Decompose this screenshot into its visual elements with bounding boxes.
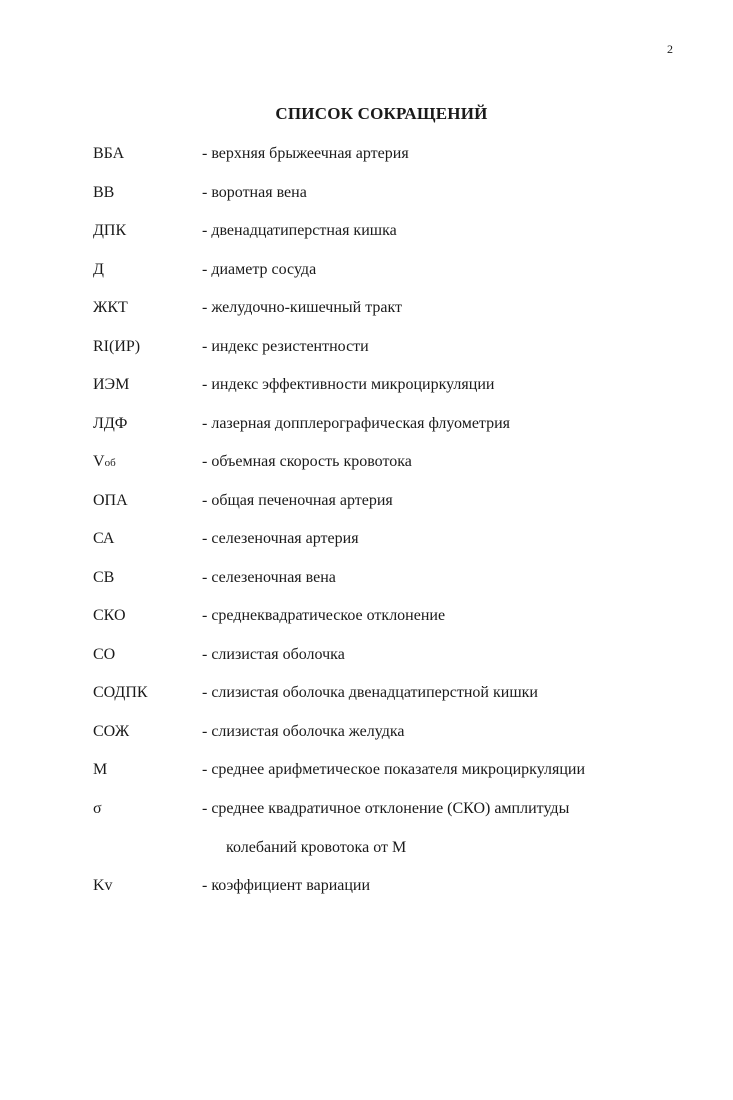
abbreviation: ВБА: [93, 145, 125, 162]
abbreviation-row: [0, 376, 733, 400]
definition: - лазерная допплерографическая флуометрия: [202, 415, 511, 432]
abbreviation-row: [0, 684, 733, 708]
abbreviation-row: [0, 646, 733, 670]
definition: - среднее арифметическое показателя микроциркуляции: [202, 761, 586, 778]
abbreviation-row: [0, 723, 733, 747]
definition: - индекс резистентности: [202, 338, 369, 355]
abbreviation: σ: [93, 800, 102, 817]
abbreviation: ИЭМ: [93, 376, 130, 393]
abbreviation: М: [93, 761, 108, 778]
abbreviation: Kv: [93, 877, 113, 894]
abbreviation: СВ: [93, 569, 115, 586]
abbreviation: Д: [93, 261, 104, 278]
definition: - объемная скорость кровотока: [202, 453, 412, 470]
abbreviation: ВВ: [93, 184, 115, 201]
abbreviation: СО: [93, 646, 116, 663]
abbreviation-row: [0, 877, 733, 901]
abbreviation-subscript: об: [104, 457, 116, 469]
abbreviation-row: [0, 569, 733, 593]
abbreviation-row: [0, 415, 733, 439]
abbreviation-row: [0, 299, 733, 323]
definition: - коэффициент вариации: [202, 877, 371, 894]
abbreviation-row: [0, 222, 733, 246]
definition: - диаметр сосуда: [202, 261, 317, 278]
definition: - индекс эффективности микроциркуляции: [202, 376, 495, 393]
definition: - двенадцатиперстная кишка: [202, 222, 397, 239]
abbreviation: ЛДФ: [93, 415, 128, 432]
abbreviation-row: [0, 761, 733, 785]
abbreviation-row: [0, 145, 733, 169]
abbreviation-row: [0, 492, 733, 516]
page-number: 2: [667, 42, 673, 56]
abbreviation-row: [0, 184, 733, 208]
abbreviation: ОПА: [93, 492, 128, 509]
abbreviation-main: V: [93, 453, 105, 470]
abbreviation: ДПК: [93, 222, 127, 239]
abbreviation: RI(ИР): [93, 338, 141, 355]
definition: - среднее квадратичное отклонение (СКО) амплитуды: [202, 800, 570, 817]
definition: - селезеночная вена: [202, 569, 336, 586]
page-title: СПИСОК СОКРАЩЕНИЙ: [275, 104, 488, 123]
definition: - желудочно-кишечный тракт: [202, 299, 403, 316]
abbreviation-row: [0, 607, 733, 631]
definition: - верхняя брыжеечная артерия: [202, 145, 409, 162]
definition-continuation-row: [0, 839, 733, 863]
abbreviation: СОДПК: [93, 684, 148, 701]
abbreviation: СКО: [93, 607, 126, 624]
abbreviation: СА: [93, 530, 115, 547]
definition-continuation: колебаний кровотока от М: [226, 839, 407, 856]
abbreviation: СОЖ: [93, 723, 130, 740]
definition: - воротная вена: [202, 184, 307, 201]
abbreviation-row: [0, 338, 733, 362]
definition: - слизистая оболочка двенадцатиперстной кишки: [202, 684, 538, 701]
abbreviation: ЖКТ: [93, 299, 128, 316]
abbreviation-row: [0, 261, 733, 285]
abbreviation-row: [0, 453, 733, 477]
definition: - среднеквадратическое отклонение: [202, 607, 446, 624]
abbreviation: [93, 453, 116, 471]
definition: - селезеночная артерия: [202, 530, 359, 547]
abbreviation-row: [0, 800, 733, 824]
definition: - слизистая оболочка желудка: [202, 723, 405, 740]
abbreviation-row: [0, 530, 733, 554]
definition: - слизистая оболочка: [202, 646, 345, 663]
definition: - общая печеночная артерия: [202, 492, 393, 509]
